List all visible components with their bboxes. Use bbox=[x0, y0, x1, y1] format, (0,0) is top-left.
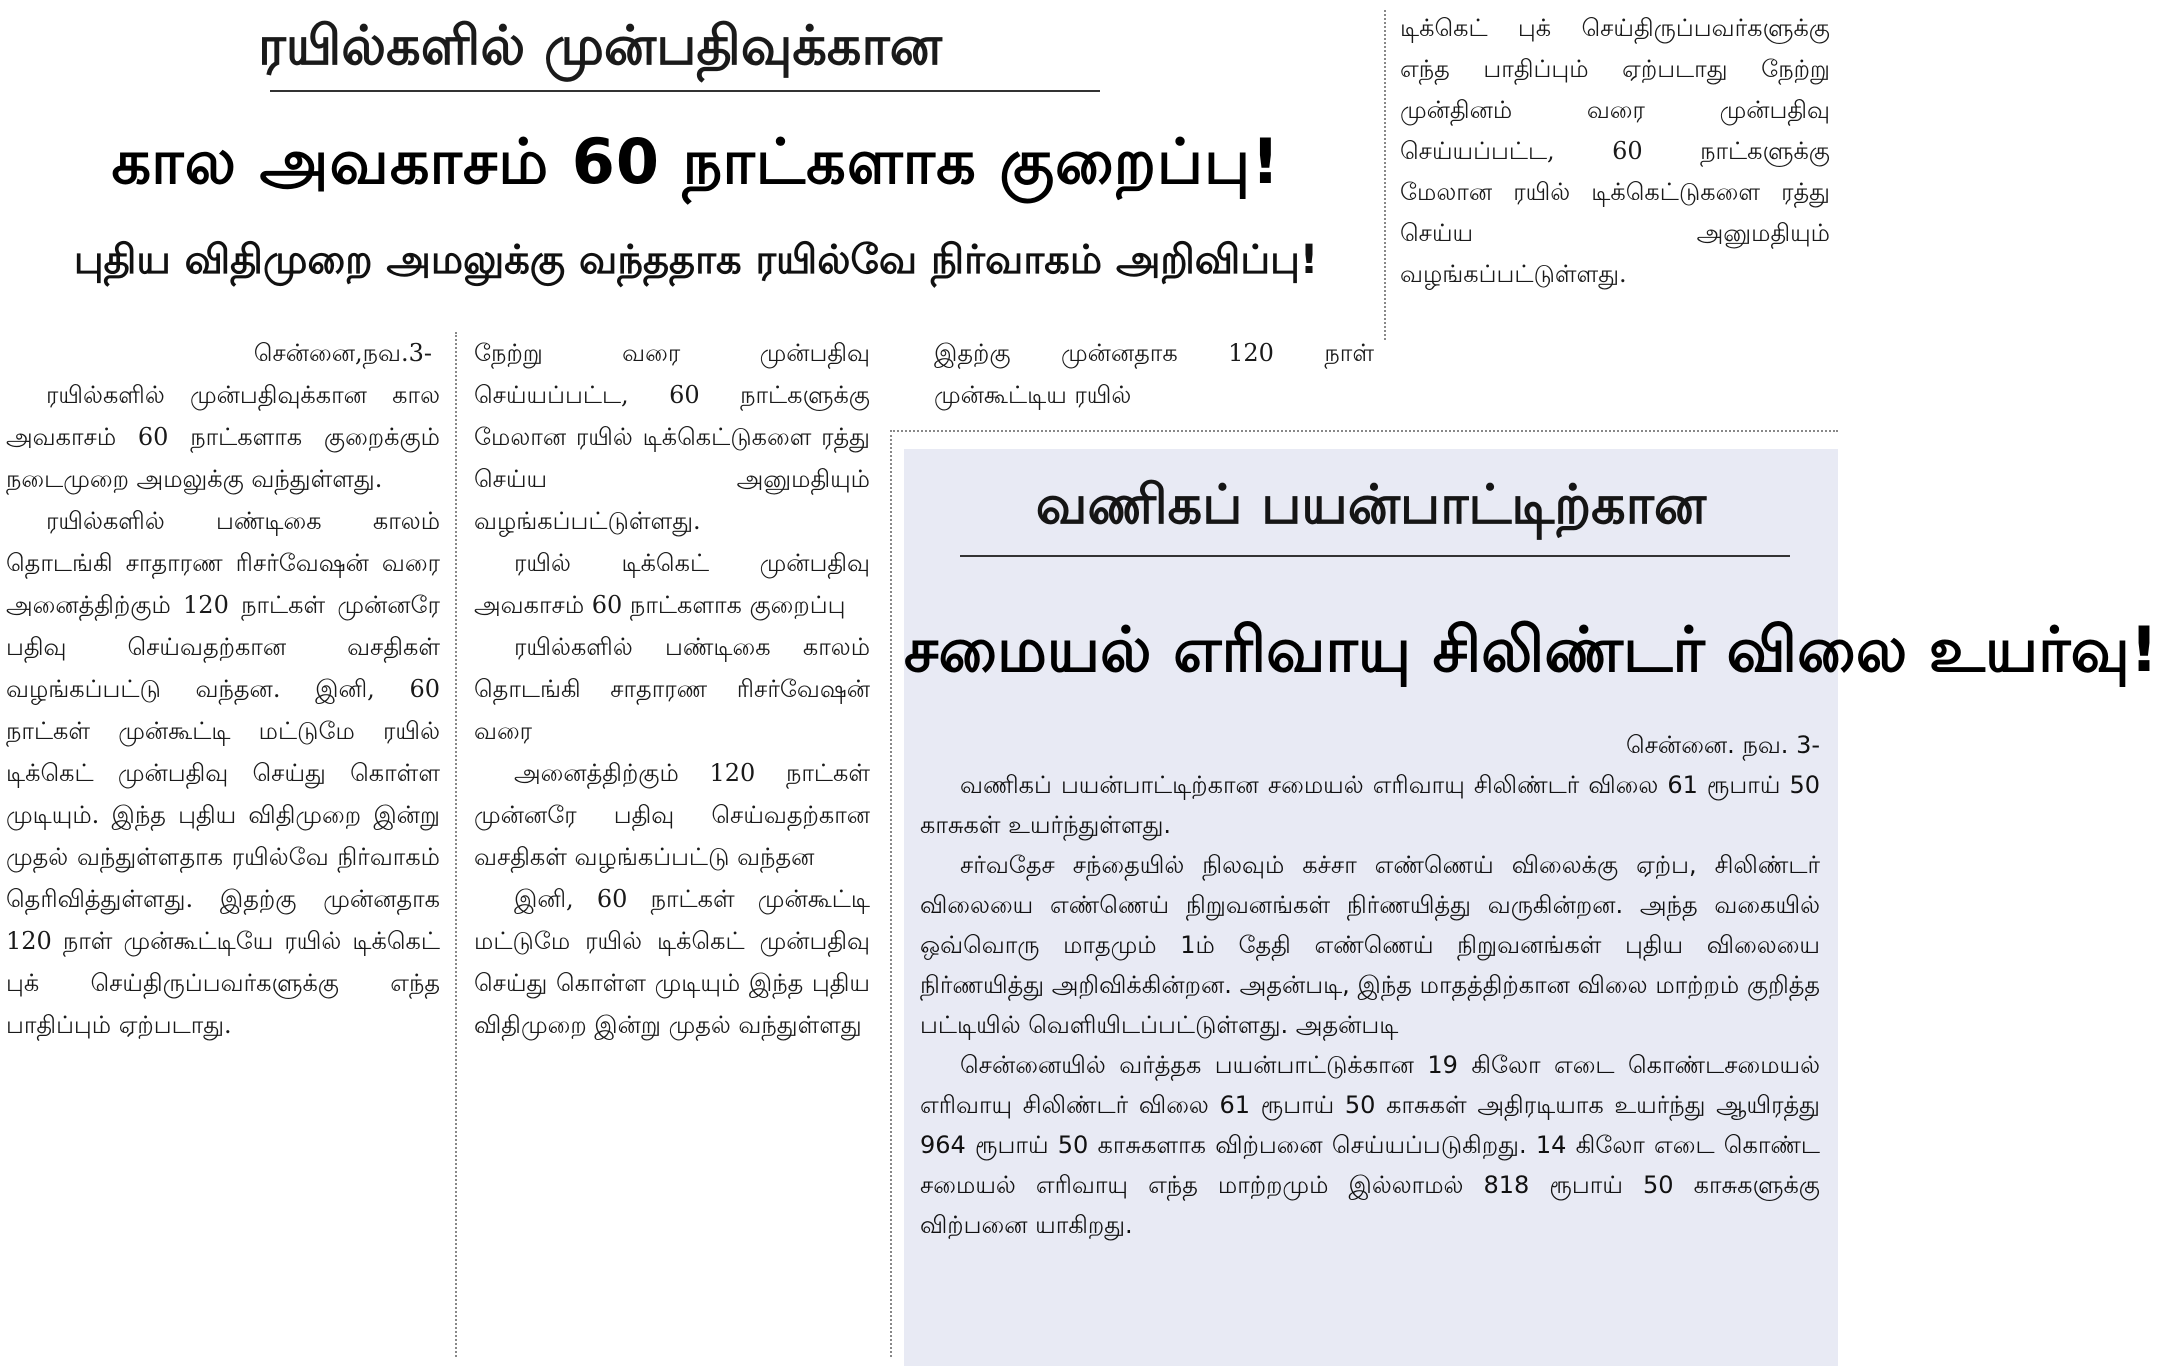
top-right-column bbox=[1400, 8, 1830, 295]
article-column-3-lead bbox=[934, 332, 1374, 416]
main-kicker: ரயில்களில் முன்பதிவுக்கான bbox=[257, 14, 943, 77]
main-headline: கால அவகாசம் 60 நாட்களாக குறைப்பு! bbox=[111, 125, 1281, 198]
paragraph: இதற்கு முன்னதாக 120 நாள் முன்கூட்டிய ரயில் bbox=[934, 339, 1374, 409]
side-story-kicker: வணிகப் பயன்பாட்டிற்கான bbox=[1035, 473, 1707, 536]
column-divider bbox=[1384, 10, 1386, 340]
paragraph: வணிகப் பயன்பாட்டிற்கான சமையல் எரிவாயு சிலிண்டர் விலை 61 ரூபாய் 50 காசுகள் உயர்ந்துள்ளது. bbox=[920, 771, 1820, 839]
top-right-paragraph: டிக்கெட் புக் செய்திருப்பவர்களுக்கு எந்த பாதிப்பும் ஏற்படாது நேற்று முன்தினம் வரை முன்பதிவு செய்யப்பட்ட, 60 நாட்களுக்கு மேலான ரயில் டிக்கெட்டுகளை ரத்து செய்ய அனுமதியும் வழங்கப்பட்டுள்ளது. bbox=[1400, 14, 1830, 288]
paragraph: ரயில்களில் பண்டிகை காலம் தொடங்கி சாதாரண ரிசர்வேஷன் வரை அனைத்திற்கும் 120 நாட்கள் முன்னரே பதிவு செய்வதற்கான வசதிகள் வழங்கப்பட்டு வந்தன. இனி, 60 நாட்கள் முன்கூட்டி மட்டுமே ரயில் டிக்கெட் முன்பதிவு செய்து கொள்ள முடியும். இந்த புதிய விதிமுறை இன்று முதல் வந்துள்ளதாக ரயில்வே நிர்வாகம் தெரிவித்துள்ளது. இதற்கு முன்னதாக 120 நாள் முன்கூட்டியே ரயில் டிக்கெட் புக் செய்திருப்பவர்களுக்கு எந்த பாதிப்பும் ஏற்படாது. bbox=[6, 507, 440, 1039]
column-divider bbox=[890, 430, 892, 1357]
article-column-2 bbox=[474, 332, 870, 1046]
side-story-body bbox=[920, 725, 1820, 1245]
paragraph: சர்வதேச சந்தையில் நிலவும் கச்சா எண்ணெய் விலைக்கு ஏற்ப, சிலிண்டர் விலையை எண்ணெய் நிறுவனங்கள் நிர்ணயித்து வருகின்றன. அந்த வகையில் ஒவ்வொரு மாதமும் 1ம் தேதி எண்ணெய் நிறுவனங்கள் புதிய விலையை நிர்ணயித்து அறிவிக்கின்றன. அதன்படி, இந்த மாதத்திற்கான விலை மாற்றம் குறித்த பட்டியில் வெளியிடப்பட்டுள்ளது. அதன்படி bbox=[920, 851, 1820, 1039]
paragraph: அனைத்திற்கும் 120 நாட்கள் முன்னரே பதிவு செய்வதற்கான வசதிகள் வழங்கப்பட்டு வந்தன bbox=[474, 759, 870, 871]
kicker-divider bbox=[270, 90, 1100, 92]
article-column-1 bbox=[6, 332, 440, 1046]
paragraph: ரயில் டிக்கெட் முன்பதிவு அவகாசம் 60 நாட்களாக குறைப்பு bbox=[474, 549, 870, 619]
dateline: சென்னை,நவ.3- bbox=[253, 339, 432, 367]
section-divider bbox=[890, 430, 1838, 432]
dateline: சென்னை. நவ. 3- bbox=[1625, 731, 1820, 759]
main-subheadline: புதிய விதிமுறை அமலுக்கு வந்ததாக ரயில்வே நிர்வாகம் அறிவிப்பு! bbox=[73, 237, 1319, 283]
paragraph: ரயில்களில் பண்டிகை காலம் தொடங்கி சாதாரண ரிசர்வேஷன் வரை bbox=[474, 633, 870, 745]
column-divider bbox=[455, 332, 457, 1357]
paragraph: இனி, 60 நாட்கள் முன்கூட்டி மட்டுமே ரயில் டிக்கெட் முன்பதிவு செய்து கொள்ள முடியும் இந்த புதிய விதிமுறை இன்று முதல் வந்துள்ளது bbox=[474, 885, 870, 1039]
paragraph: நேற்று வரை முன்பதிவு செய்யப்பட்ட, 60 நாட்களுக்கு மேலான ரயில் டிக்கெட்டுகளை ரத்து செய்ய அனுமதியும் வழங்கப்பட்டுள்ளது. bbox=[474, 339, 870, 535]
paragraph: சென்னையில் வர்த்தக பயன்பாட்டுக்கான 19 கிலோ எடை கொண்டசமையல் எரிவாயு சிலிண்டர் விலை 61 ரூபாய் 50 காசுகள் அதிரடியாக உயர்ந்து ஆயிரத்து 964 ரூபாய் 50 காசுகளாக விற்பனை செய்யப்படுகிறது. 14 கிலோ எடை கொண்ட சமையல் எரிவாயு எந்த மாற்றமும் இல்லாமல் 818 ரூபாய் 50 காசுகளுக்கு விற்பனை யாகிறது. bbox=[920, 1051, 1820, 1239]
paragraph: ரயில்களில் முன்பதிவுக்கான கால அவகாசம் 60 நாட்களாக குறைக்கும் நடைமுறை அமலுக்கு வந்துள்ளது. bbox=[6, 381, 440, 493]
side-story-headline: சமையல் எரிவாயு சிலிண்டர் விலை உயர்வு! bbox=[904, 613, 2158, 686]
kicker-divider bbox=[960, 555, 1790, 557]
